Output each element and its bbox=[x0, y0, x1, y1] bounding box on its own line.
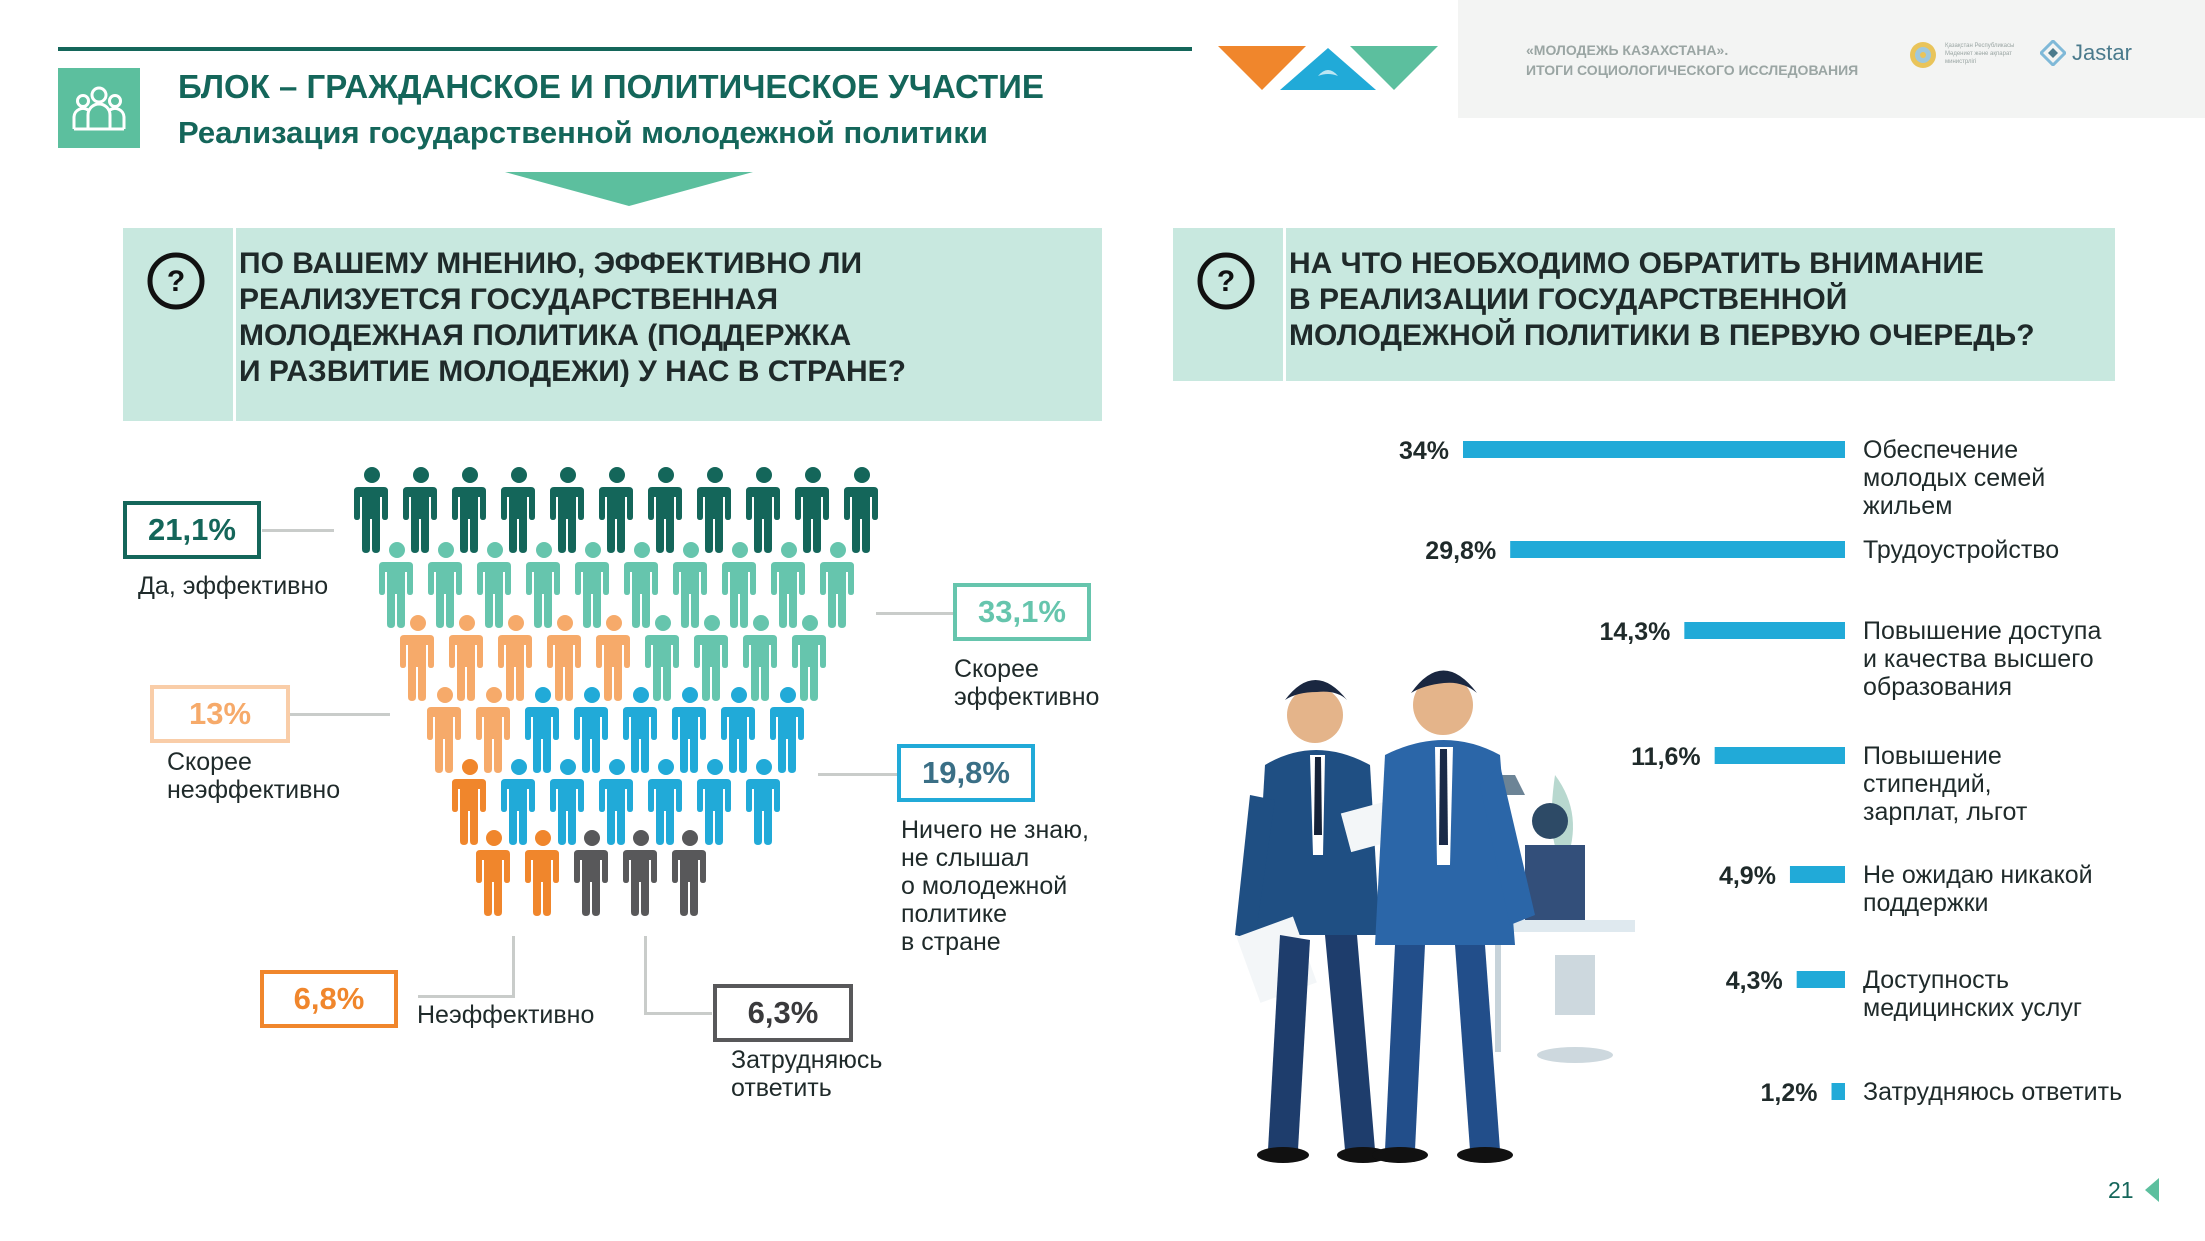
category-label-line: эффективно bbox=[954, 683, 1100, 711]
bar-category-label: образования bbox=[1863, 673, 2013, 701]
category-label-line: Ничего не знаю, bbox=[901, 816, 1089, 844]
category-label-line: не слышал bbox=[901, 844, 1030, 872]
bar-category-label: жильем bbox=[1863, 492, 1953, 520]
bar bbox=[1790, 866, 1845, 883]
question-line: НА ЧТО НЕОБХОДИМО ОБРАТИТЬ ВНИМАНИЕ bbox=[1289, 247, 1984, 280]
category-label-line: Скорее bbox=[954, 655, 1039, 683]
value-box-rather-no: 13% bbox=[150, 685, 290, 743]
bar-category-label: и качества высшего bbox=[1863, 645, 2094, 673]
bar-category-label: Не ожидаю никакой bbox=[1863, 861, 2093, 889]
value-box-rather-yes: 33,1% bbox=[953, 583, 1091, 641]
bar bbox=[1510, 541, 1845, 558]
value-box-no: 6,8% bbox=[260, 970, 398, 1028]
question-line: РЕАЛИЗУЕТСЯ ГОСУДАРСТВЕННАЯ bbox=[239, 283, 779, 316]
category-label-line: Неэффективно bbox=[417, 1001, 595, 1029]
bar-value-label: 34% bbox=[1398, 437, 1449, 465]
question-line: И РАЗВИТИЕ МОЛОДЕЖИ) У НАС В СТРАНЕ? bbox=[239, 355, 907, 388]
question-line: ПО ВАШЕМУ МНЕНИЮ, ЭФФЕКТИВНО ЛИ bbox=[239, 247, 863, 280]
report-title-line: «МОЛОДЕЖЬ КАЗАХСТАНА». bbox=[1526, 42, 1729, 58]
section-subtitle: Реализация государственной молодежной политики bbox=[178, 115, 988, 150]
value-box-yes: 21,1% bbox=[123, 501, 261, 559]
bar-value-label: 14,3% bbox=[1599, 618, 1671, 646]
bar-value-label: 4,9% bbox=[1718, 862, 1776, 890]
value-box-dont-know: 19,8% bbox=[897, 744, 1035, 802]
category-label-line: Да, эффективно bbox=[138, 572, 329, 600]
bar bbox=[1832, 1083, 1845, 1100]
bar-category-label: Затрудняюсь ответить bbox=[1863, 1078, 2123, 1106]
question-line: МОЛОДЕЖНОЙ ПОЛИТИКИ В ПЕРВУЮ ОЧЕРЕДЬ? bbox=[1289, 319, 2035, 352]
bar-category-label: Трудоустройство bbox=[1863, 536, 2060, 564]
bar-category-label: Повышение bbox=[1863, 742, 2002, 770]
ministry-text: Қазақстан Республикасы Мәдениет және ақпарат министрлігі bbox=[1945, 43, 2015, 65]
question-line: МОЛОДЕЖНАЯ ПОЛИТИКА (ПОДДЕРЖКА bbox=[239, 319, 852, 352]
bar-category-label: молодых семей bbox=[1863, 464, 2046, 492]
bar-value-label: 4,3% bbox=[1725, 967, 1783, 995]
question-line: В РЕАЛИЗАЦИИ ГОСУДАРСТВЕННОЙ bbox=[1289, 283, 1848, 316]
page-arrow-icon bbox=[2145, 1178, 2161, 1202]
bar-category-label: зарплат, льгот bbox=[1863, 798, 2028, 826]
category-label-line: Скорее bbox=[167, 748, 252, 776]
bar-category-label: Доступность bbox=[1863, 966, 2010, 994]
category-label-line: Затрудняюсь bbox=[731, 1046, 883, 1074]
bar-category-label: стипендий, bbox=[1863, 770, 1992, 798]
svg-text:?: ? bbox=[166, 265, 186, 298]
bar-value-label: 11,6% bbox=[1631, 743, 1701, 771]
category-label-line: неэффективно bbox=[167, 776, 341, 804]
page-number: 21 bbox=[2108, 1177, 2134, 1203]
bar bbox=[1715, 747, 1845, 764]
category-label-line: политике bbox=[901, 900, 1007, 928]
svg-text:?: ? bbox=[1216, 265, 1236, 298]
report-title-line: ИТОГИ СОЦИОЛОГИЧЕСКОГО ИССЛЕДОВАНИЯ bbox=[1526, 62, 1859, 78]
value-box-hard-to-say: 6,3% bbox=[713, 984, 853, 1042]
bar-category-label: поддержки bbox=[1863, 889, 1989, 917]
jastar-logo-text: Jastar bbox=[2072, 40, 2132, 65]
category-label-line: ответить bbox=[731, 1074, 832, 1102]
bar-value-label: 29,8% bbox=[1425, 537, 1497, 565]
bar-value-label: 1,2% bbox=[1760, 1079, 1818, 1107]
category-label-line: о молодежной bbox=[901, 872, 1068, 900]
section-title: БЛОК – ГРАЖДАНСКОЕ И ПОЛИТИЧЕСКОЕ УЧАСТИЕ bbox=[178, 68, 1044, 105]
bar-category-label: медицинских услуг bbox=[1863, 994, 2082, 1022]
bar bbox=[1797, 971, 1845, 988]
bar-category-label: Повышение доступа bbox=[1863, 617, 2102, 645]
category-label-line: в стране bbox=[901, 928, 1001, 956]
bar bbox=[1463, 441, 1845, 458]
bar-category-label: Обеспечение bbox=[1863, 436, 2019, 464]
bar bbox=[1684, 622, 1845, 639]
